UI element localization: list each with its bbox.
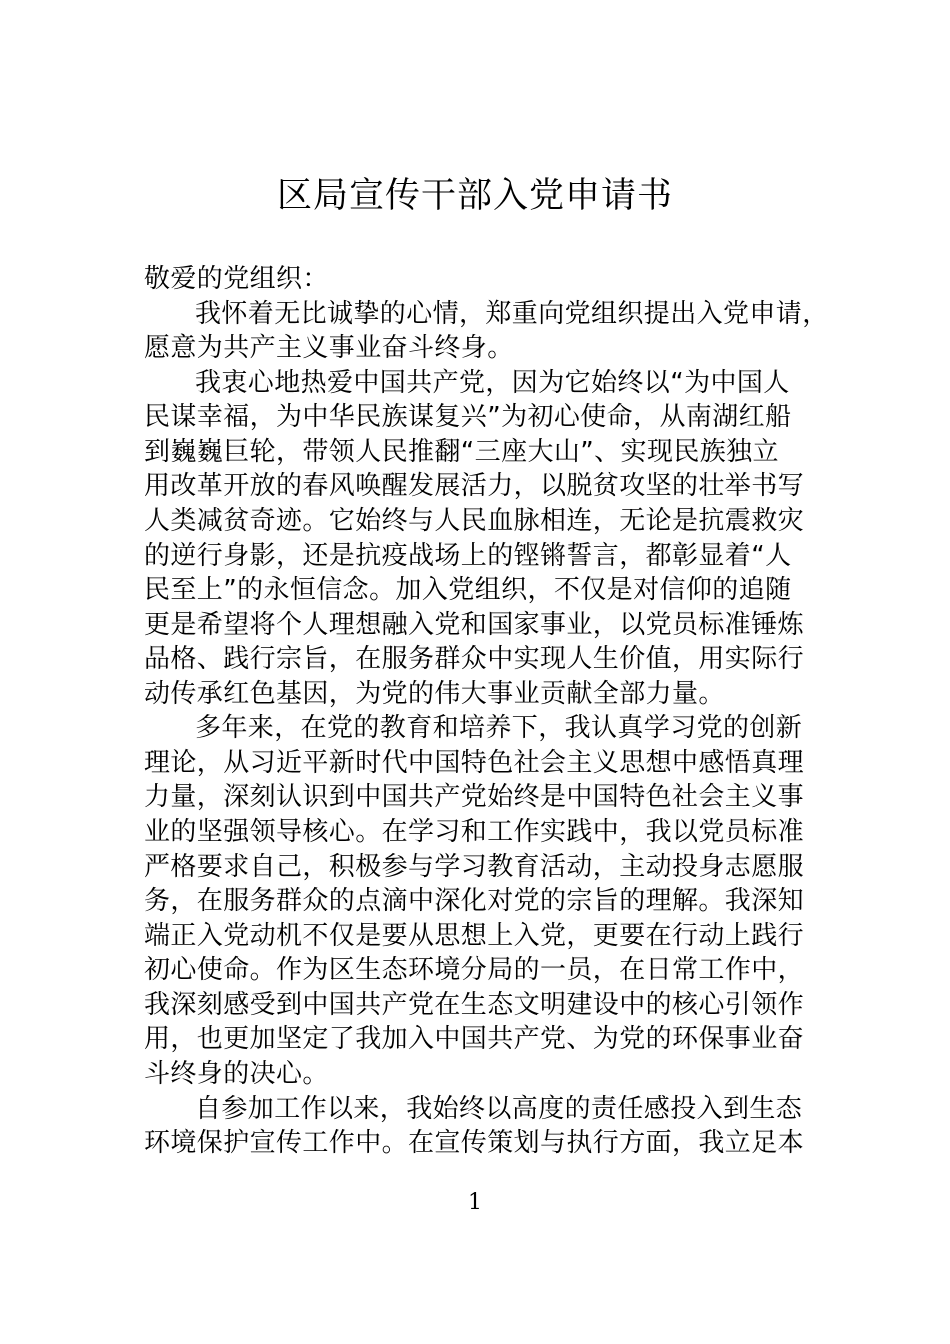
document-title: 区局宣传干部入党申请书 — [276, 176, 673, 216]
paragraph-line: 动传承红色基因，为党的伟大事业贡献全部力量。 — [144, 678, 725, 709]
paragraph-line: 端正入党动机不仅是要从思想上入党，更要在行动上践行 — [144, 920, 805, 951]
paragraph-line: 力量，深刻认识到中国共产党始终是中国特色社会主义事 — [144, 782, 805, 813]
paragraph-line: 环境保护宣传工作中。在宣传策划与执行方面，我立足本 — [144, 1128, 805, 1159]
paragraph-line: 我深刻感受到中国共产党在生态文明建设中的核心引领作 — [144, 989, 805, 1020]
paragraph-line: 民谋幸福，为中华民族谋复兴”为初心使命，从南湖红船 — [144, 402, 792, 433]
paragraph-line: 人类减贫奇迹。它始终与人民血脉相连，无论是抗震救灾 — [144, 505, 805, 536]
paragraph-line: 业的坚强领导核心。在学习和工作实践中，我以党员标准 — [144, 817, 805, 847]
salutation: 敬爱的党组织： — [144, 264, 329, 294]
paragraph-line: 品格、践行宗旨，在服务群众中实现人生价值，用实际行 — [144, 644, 805, 675]
paragraph-line: 民至上”的永恒信念。加入党组织，不仅是对信仰的追随 — [144, 575, 792, 606]
paragraph-line: 理论，从习近平新时代中国特色社会主义思想中感悟真理 — [144, 747, 805, 778]
paragraph-line: 愿意为共产主义事业奋斗终身。 — [144, 333, 514, 364]
paragraph-line: 用改革开放的春风唤醒发展活力，以脱贫攻坚的壮举书写 — [144, 471, 805, 502]
paragraph-line: 更是希望将个人理想融入党和国家事业，以党员标准锤炼 — [144, 609, 805, 640]
paragraph-line: 斗终身的决心。 — [144, 1058, 329, 1089]
paragraph-line: 的逆行身影，还是抗疫战场上的铿锵誓言，都彰显着“人 — [144, 540, 792, 571]
paragraph-line: 到巍巍巨轮，带领人民推翻“三座大山”、实现民族独立 — [144, 436, 779, 467]
paragraph-line: 初心使命。作为区生态环境分局的一员，在日常工作中， — [144, 955, 805, 986]
paragraph-line: 用，也更加坚定了我加入中国共产党、为党的环保事业奋 — [144, 1024, 805, 1055]
paragraph-line: 严格要求自己，积极参与学习教育活动，主动投身志愿服 — [144, 851, 805, 882]
paragraph-line: 务，在服务群众的点滴中深化对党的宗旨的理解。我深知 — [144, 886, 805, 917]
paragraph-line: 我衷心地热爱中国共产党，因为它始终以“为中国人 — [195, 367, 790, 398]
paragraph-line: 自参加工作以来，我始终以高度的责任感投入到生态 — [195, 1093, 803, 1124]
document-body — [144, 262, 829, 1161]
paragraph-line: 我怀着无比诚挚的心情，郑重向党组织提出入党申请， — [195, 298, 829, 329]
paragraph-line: 多年来，在党的教育和培养下，我认真学习党的创新 — [195, 713, 803, 744]
page-number: 1 — [468, 1190, 482, 1215]
